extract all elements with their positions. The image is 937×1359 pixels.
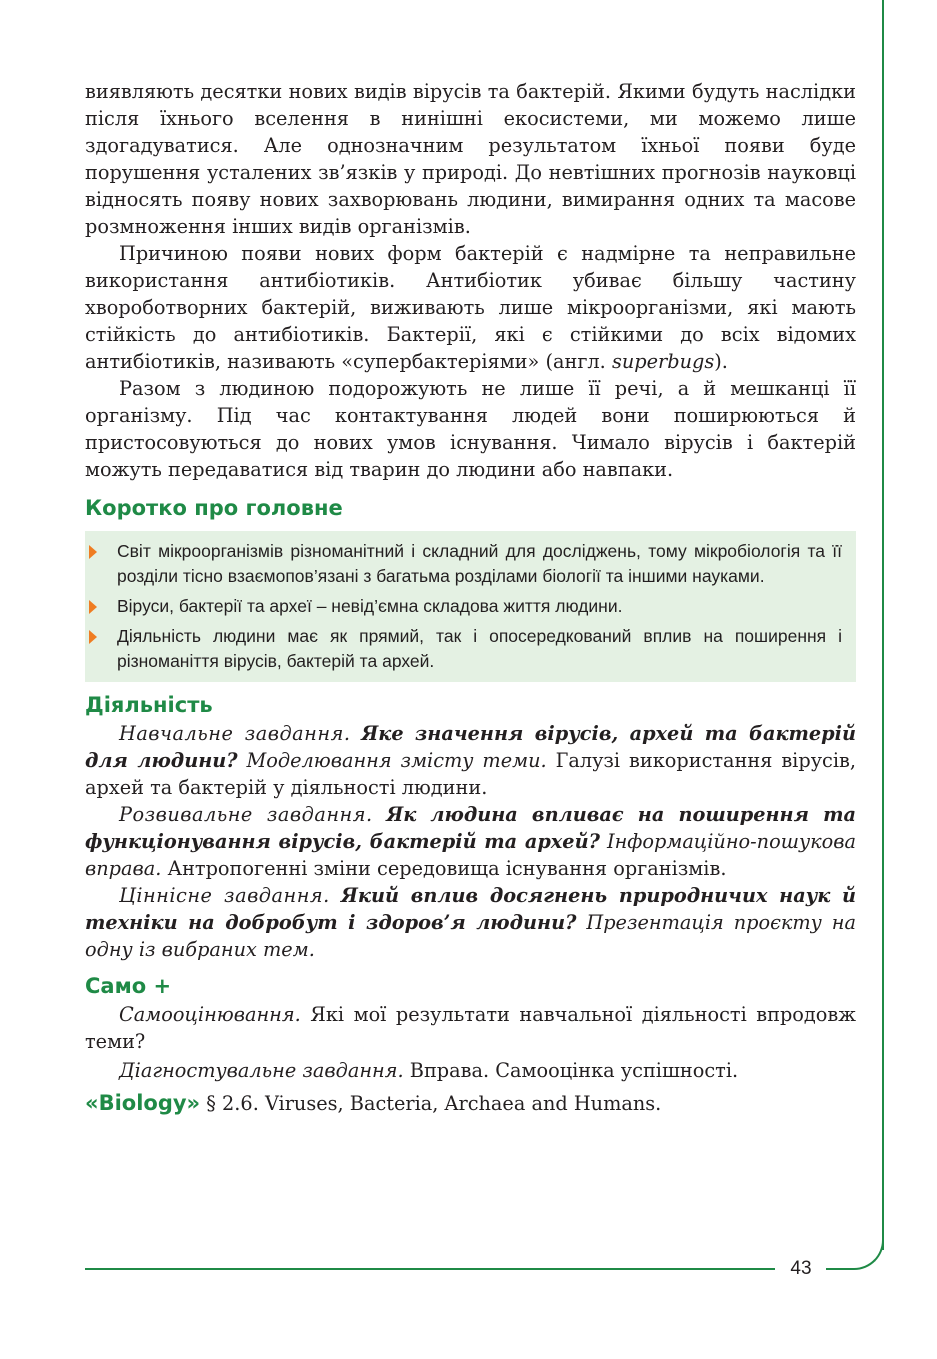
task-topic: Антропогенні зміни середовища існування організмів. — [167, 857, 727, 880]
paragraph-travel: Разом з людиною подорожують не лише її речі, а й мешканці її організму. Під час контактування людей вони поширюються й пристосовуються до нових умов існування. Чимало вірусів і бактерій можуть передаватися від тварин до людини або навпаки. — [85, 377, 856, 481]
antibiotics-text: Причиною появи нових форм бактерій є надмірне та неправильне використання антибіотиків. Антибіотик убиває більшу частину хвороботворних бактерій, виживають лише мікроорганізми, які мають стійкість до антибіотиків. Бактерії, які є стійкими до всіх відомих антибіотиків, називають «супербактеріями» (англ. — [85, 242, 856, 373]
summary-list — [117, 539, 842, 674]
task-method: Моделювання змісту теми. — [246, 749, 547, 772]
summary-box — [85, 531, 856, 682]
task-type: Навчальне завдання. — [119, 722, 351, 745]
summary-item-text: Світ мікроорганізмів різноманітний і складний для досліджень, тому мікробіологія та її розділи тісно взаємопов’язані з багатьма розділами біології та іншими науками. — [117, 541, 842, 586]
paragraph-new-species: виявляють десятки нових видів вірусів та бактерій. Якими будуть наслідки після їхнього вселення в нинішні екосистеми, ми можемо лише здогадуватися. Але однозначним результатом їхньої появи буде порушення усталених зв’язків у природі. До невтішних прогнозів науковці відносять появу нових захворювань людини, вимирання одних та масове розмноження інших видів організмів. — [85, 80, 856, 238]
footer-rule — [85, 1268, 775, 1270]
paragraph-antibiotics — [85, 240, 856, 375]
summary-item-text: Діяльність людини має як прямий, так і опосередкований вплив на поширення і різноманіття вірусів, бактерій та архей. — [117, 626, 842, 671]
task-type: Ціннісне завдання. — [119, 884, 330, 907]
task-method: Інформаційно-пошукова вправа. — [85, 830, 856, 880]
self-label: Самооцінювання. — [119, 1003, 301, 1026]
activity-task-developing — [85, 801, 856, 882]
activity-heading: Діяльність — [85, 693, 213, 717]
page-number: 43 — [790, 1258, 812, 1279]
summary-item — [117, 594, 842, 619]
activity-task-learning — [85, 720, 856, 801]
biology-section: § 2.6. Viruses, Bacteria, Archaea and Humans. — [206, 1092, 662, 1115]
biology-reference — [85, 1090, 856, 1117]
self-diagnostic — [85, 1057, 856, 1084]
activity-task-values — [85, 882, 856, 963]
summary-item — [117, 624, 842, 674]
self-assessment — [85, 1001, 856, 1055]
task-question: Яке значення вірусів, архей та бактерій для людини? — [85, 722, 856, 772]
page-frame-right — [882, 0, 884, 1250]
superbugs-term: superbugs — [611, 350, 715, 373]
bullet-arrow-icon — [89, 545, 97, 559]
self-label: Діагностувальне завдання. — [119, 1059, 404, 1082]
self-text: Які мої результати навчальної діяльності впродовж теми? — [85, 1003, 856, 1053]
page-frame-corner — [826, 1222, 884, 1270]
task-type: Розвивальне завдання. — [119, 803, 373, 826]
summary-item-text: Віруси, бактерії та археї – невід’ємна складова життя людини. — [117, 596, 623, 616]
self-text: Вправа. Самооцінка успішності. — [409, 1059, 739, 1082]
task-method: Презентація проєкту на одну із вибраних тем. — [85, 911, 857, 961]
summary-item — [117, 539, 842, 589]
biology-label: «Biology» — [85, 1091, 201, 1115]
bullet-arrow-icon — [89, 600, 97, 614]
self-heading: Само + — [85, 974, 172, 998]
task-question: Який вплив досягнень природничих наук й техніки на добробут і здоров’я людини? — [85, 884, 856, 934]
bullet-arrow-icon — [89, 630, 97, 644]
task-topic: Галузі використання вірусів, архей та бактерій у діяльності людини. — [85, 749, 856, 799]
summary-heading: Коротко про головне — [85, 496, 343, 520]
antibiotics-text-end: ). — [714, 350, 728, 373]
task-question: Як людина впливає на поширення та функціонування вірусів, бактерій та архей? — [85, 803, 856, 853]
page-content — [85, 78, 856, 1117]
